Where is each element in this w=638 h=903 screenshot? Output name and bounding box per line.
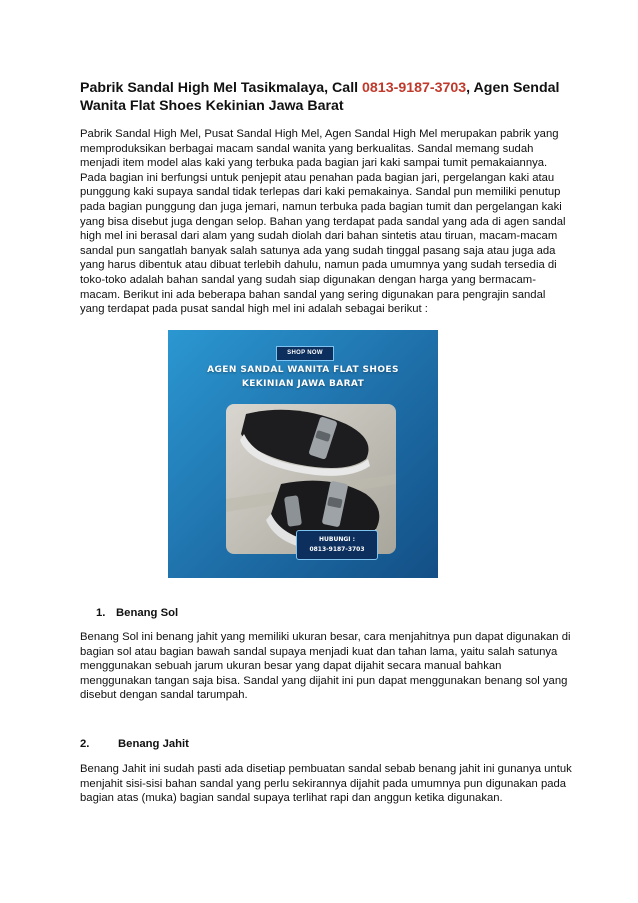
banner-title-line2: KEKINIAN JAWA BARAT xyxy=(241,379,365,389)
section-heading-benang-jahit xyxy=(80,737,189,751)
section-number: 1. xyxy=(96,607,106,619)
section-body-benang-sol: Benang Sol ini benang jahit yang memiliki ukuran besar, cara menjahitnya pun dapat digunakan di bagian sol atau bagian bawah sandal supaya menjadi kuat dan tahan lama, yaitu salah satunya menggunakan sebuah jarum ukuran besar yang dapat dijahit secara manual bahkan menggunakan tangan saja bisa. Sandal yang dijahit ini pun dapat menggunakan benang sol yang disebut dengan sandal tarumpah. xyxy=(80,631,571,702)
page-title xyxy=(80,79,570,115)
title-text-end: , Agen Sendal Wanita Flat Shoes Kekinian Jawa Barat xyxy=(80,80,560,114)
banner-title-line1: AGEN SANDAL WANITA FLAT SHOES xyxy=(207,365,399,375)
product-banner-image xyxy=(168,330,438,578)
contact-badge xyxy=(296,530,378,560)
contact-phone: 0813-9187-3703 xyxy=(309,546,365,553)
section-heading-text: Benang Jahit xyxy=(118,738,189,750)
intro-paragraph: Pabrik Sandal High Mel, Pusat Sandal High Mel, Agen Sandal High Mel merupakan pabrik yang memproduksikan berbagai macam sandal wanita yang berkualitas. Sandal memang sudah menjadi item model alas kaki yang terbuka pada bagian jari kaki sampai tumit pemakaiannya. Pada bagian ini berfungsi untuk penjepit atau penahan pada bagian jari, pergelangan kaki atau punggung kaki supaya sandal tidak terlepas dari kaki pemakainya. Sandal pun memiliki penutup pada bagian punggung dan juga jemari, namun terbuka pada bagian tumit dan pergelangan kaki yang bisa disebut juga dengan selop. Bahan yang terdapat pada sandal yang ada di agen sandal high mel ini berasal dari alam yang sudah diolah dari bahan sintetis atau tiruan, macam-macam sandal pun sangatlah banyak salah satunya ada yang sudah tinggal pasang saja atau juga ada yang harus dibentuk atau dibuat terlebih dahulu, namun pada umumnya yang sudah tersedia di toko-toko adalah bahan sandal yang sudah siap digunakan dengan harga yang bermacam-macam. Berikut ini ada beberapa bahan sandal yang sering digunakan para pengrajin sandal yang terdapat pada pusat sandal high mel ini adalah sebagai berikut : xyxy=(80,128,566,316)
section-body-benang-jahit: Benang Jahit ini sudah pasti ada disetiap pembuatan sandal sebab benang jahit ini gunanya untuk menjahit sisi-sisi bahan sandal yang perlu sekirannya dijahit pada umumnya pun digunakan pada bagian atas (muka) bagian sandal supaya terlihat rapi dan anggun ketika digunakan. xyxy=(80,763,572,805)
title-text-start: Pabrik Sandal High Mel Tasikmalaya, Call xyxy=(80,80,363,96)
section-heading-text: Benang Sol xyxy=(116,607,179,619)
shop-now-button: SHOP NOW xyxy=(276,346,334,361)
section-heading-benang-sol xyxy=(96,606,178,620)
section-number: 2. xyxy=(80,738,90,750)
title-phone-number: 0813-9187-3703 xyxy=(362,80,467,96)
contact-label: HUBUNGI : xyxy=(318,536,355,543)
